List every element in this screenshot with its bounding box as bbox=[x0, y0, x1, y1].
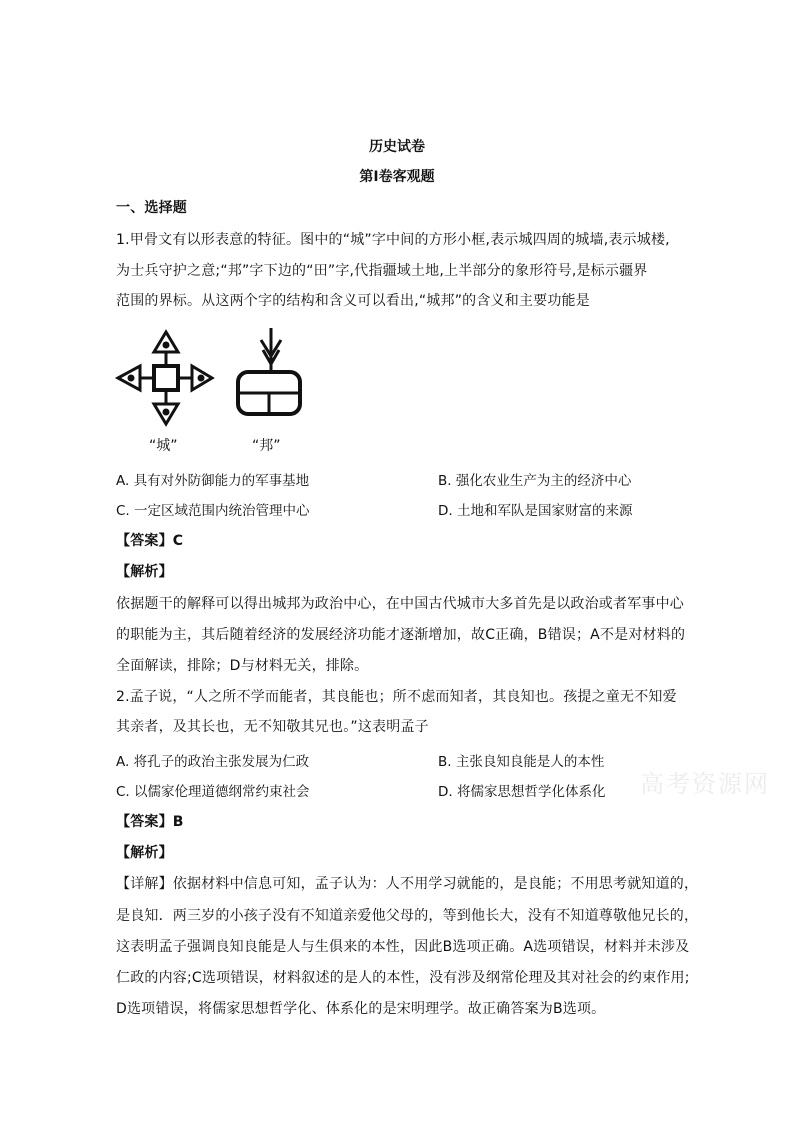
cheng-glyph bbox=[118, 332, 212, 424]
q2-detail-line-2: 是良知．两三岁的小孩子没有不知道亲爱他父母的，等到他长大，没有不知道尊敬他兄长的， bbox=[116, 908, 699, 924]
q2-detail-line-3: 这表明孟子强调良知良能是人与生俱来的本性，因此B选项正确。A选项错误，材料并未涉及 bbox=[116, 939, 690, 955]
q2-option-a: A. 将孔子的政治主张发展为仁政 bbox=[116, 754, 310, 770]
q2-stem-line-1: 2.孟子说，“人之所不学而能者，其良能也；所不虑而知者，其良知也。孩提之童无不知爱 bbox=[116, 689, 677, 705]
oracle-characters-image bbox=[114, 326, 314, 436]
q1-option-b: B. 强化农业生产为主的经济中心 bbox=[438, 473, 632, 489]
q2-stem-line-2: 其亲者，及其长也，无不知敬其兄也。”这表明孟子 bbox=[116, 719, 429, 735]
q1-analysis-line-1: 依据题干的解释可以得出城邦为政治中心，在中国古代城市大多首先是以政治或者军事中心 bbox=[116, 596, 684, 612]
page-title: 历史试卷 bbox=[369, 139, 425, 155]
q1-stem-line-1: 1.甲骨文有以形表意的特征。图中的“城”字中间的方形小框,表示城四周的城墙,表示城楼, bbox=[116, 232, 670, 248]
q1-analysis-line-3: 全面解读，排除；D与材料无关，排除。 bbox=[116, 658, 369, 674]
q1-analysis-line-2: 的职能为主，其后随着经济的发展经济功能才逐渐增加，故C正确，B错误；A不是对材料的 bbox=[116, 627, 686, 643]
q1-option-a: A. 具有对外防御能力的军事基地 bbox=[116, 473, 310, 489]
q1-option-d: D. 土地和军队是国家财富的来源 bbox=[438, 503, 633, 519]
watermark: 高考资源网 bbox=[640, 770, 770, 798]
q2-answer: 【答案】B bbox=[116, 814, 184, 830]
cheng-caption: “城” bbox=[149, 438, 178, 454]
q2-detail-line-1: 【详解】依据材料中信息可知，孟子认为：人不用学习就能的，是良能；不用思考就知道的， bbox=[116, 876, 699, 892]
oracle-bone-figure bbox=[114, 326, 314, 456]
q2-option-d: D. 将儒家思想哲学化体系化 bbox=[438, 784, 606, 800]
q1-option-c: C. 一定区域范围内统治管理中心 bbox=[116, 503, 310, 519]
bang-glyph bbox=[238, 328, 300, 414]
q1-answer: 【答案】C bbox=[116, 533, 184, 549]
page-subtitle: 第Ⅰ卷客观题 bbox=[359, 169, 435, 185]
q2-option-b: B. 主张良知良能是人的本性 bbox=[438, 754, 605, 770]
q1-analysis-label: 【解析】 bbox=[116, 564, 173, 580]
q1-stem-line-2: 为士兵守护之意;“邦”字下边的“田”字,代指疆域土地,上半部分的象形符号,是标示疆界 bbox=[116, 263, 648, 279]
section-heading: 一、选择题 bbox=[116, 200, 187, 216]
q2-detail-line-5: D选项错误，将儒家思想哲学化、体系化的是宋明理学。故正确答案为B选项。 bbox=[116, 1001, 606, 1017]
bang-caption: “邦” bbox=[252, 438, 281, 454]
q1-stem-line-3: 范围的界标。从这两个字的结构和含义可以看出,“城邦”的含义和主要功能是 bbox=[116, 293, 590, 309]
q2-analysis-label: 【解析】 bbox=[116, 845, 173, 861]
q2-detail-line-4: 仁政的内容;C选项错误，材料叙述的是人的本性，没有涉及纲常伦理及其对社会的约束作用; bbox=[116, 970, 690, 986]
q2-option-c: C. 以儒家伦理道德纲常约束社会 bbox=[116, 784, 310, 800]
